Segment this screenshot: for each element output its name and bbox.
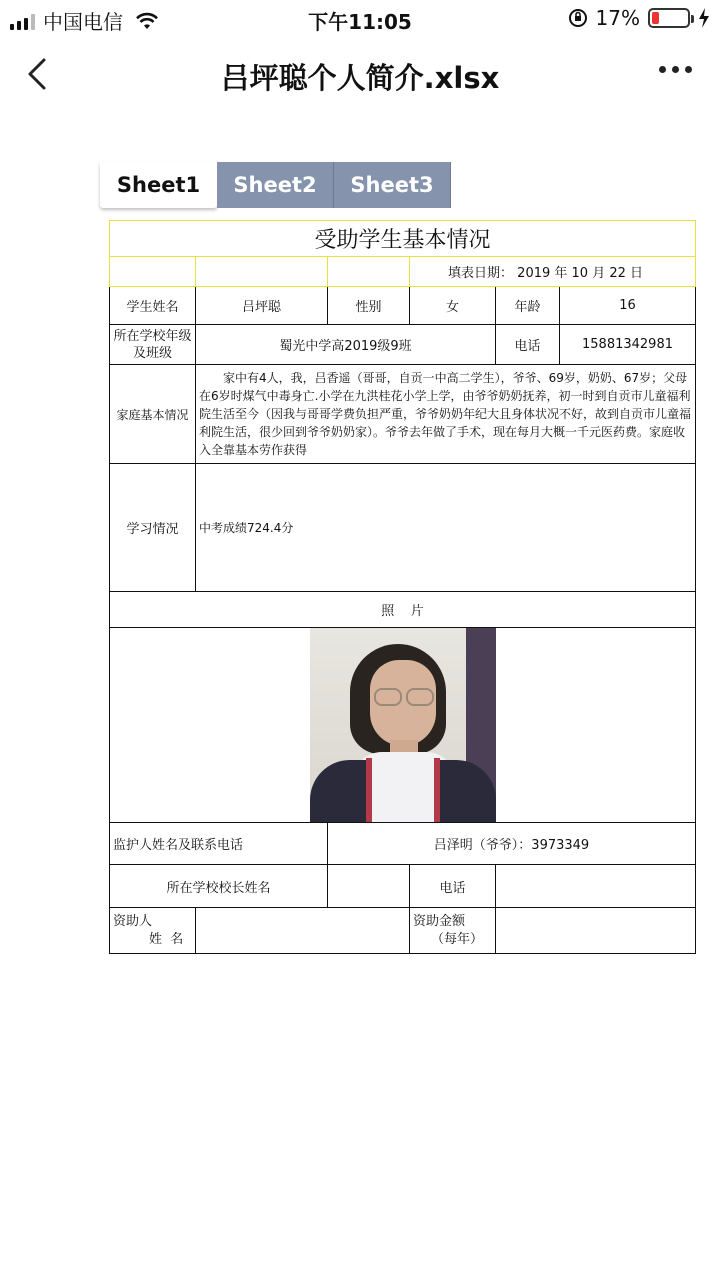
amount-label-line2: （每年） — [431, 931, 484, 947]
principal-value[interactable] — [328, 865, 410, 908]
table-row — [110, 325, 696, 365]
table-row — [110, 908, 696, 954]
sponsor-label-line2: 姓 名 — [149, 931, 184, 947]
school-value[interactable]: 蜀光中学高2019级9班 — [196, 325, 496, 365]
study-label: 学习情况 — [110, 464, 196, 592]
table-row — [110, 592, 696, 628]
date-row — [110, 257, 696, 287]
principal-phone-value[interactable] — [496, 865, 696, 908]
photo-row — [110, 628, 696, 823]
age-value[interactable]: 16 — [560, 287, 696, 325]
amount-label-line1: 资助金额 — [413, 913, 466, 929]
student-photo[interactable] — [310, 628, 496, 822]
more-dot-icon — [659, 66, 666, 73]
file-title: 吕坪聪个人简介.xlsx — [220, 61, 500, 95]
more-dot-icon — [685, 66, 692, 73]
sheet-tabs — [100, 162, 451, 208]
tab-sheet3[interactable]: Sheet3 — [334, 162, 451, 208]
sponsor-label — [110, 908, 196, 954]
phone-label: 电话 — [496, 325, 560, 365]
charging-bolt-icon — [698, 8, 710, 28]
date-label: 填表日期： — [448, 266, 514, 281]
navigation-bar — [0, 44, 720, 104]
amount-value[interactable] — [496, 908, 696, 954]
photo-label: 照 片 — [110, 592, 696, 628]
phone-value[interactable]: 15881342981 — [560, 325, 696, 365]
battery-icon — [648, 8, 690, 28]
date-value: 2019 年 10 月 22 日 — [517, 266, 644, 281]
orientation-lock-icon — [568, 8, 588, 28]
gender-label: 性别 — [328, 287, 410, 325]
gender-value[interactable]: 女 — [410, 287, 496, 325]
status-bar — [0, 0, 720, 38]
table-row — [110, 287, 696, 325]
family-value[interactable]: 家中有4人，我，吕香遥（哥哥，自贡一中高二学生），爷爷、69岁，奶奶、67岁；父母在6岁时煤气中毒身亡.小学在九洪桂花小学上学，由爷爷奶奶抚养，初一时到自贡市儿童福利院生活至今（因我与哥哥学费负担严重，爷爷奶奶年纪大且身体状况不好，故到自贡市儿童福利院生活，很少回到爷爷奶奶家）。爷爷去年做了手术，现在每月大概一千元医药费。家庭收入全靠基本劳作获得 — [196, 365, 696, 464]
sponsor-value[interactable] — [196, 908, 410, 954]
table-row — [110, 865, 696, 908]
tab-sheet2[interactable]: Sheet2 — [217, 162, 334, 208]
principal-phone-label: 电话 — [410, 865, 496, 908]
age-label: 年龄 — [496, 287, 560, 325]
empty-cell[interactable] — [196, 257, 328, 287]
empty-cell[interactable] — [328, 257, 410, 287]
family-label: 家庭基本情况 — [110, 365, 196, 464]
status-right — [568, 6, 710, 30]
principal-label: 所在学校校长姓名 — [110, 865, 328, 908]
more-dot-icon — [672, 66, 679, 73]
battery-percent: 17% — [595, 6, 640, 30]
name-value[interactable]: 吕坪聪 — [196, 287, 328, 325]
school-label: 所在学校年级及班级 — [110, 325, 196, 365]
more-options-button[interactable] — [659, 60, 692, 79]
student-info-table — [109, 220, 696, 954]
spreadsheet — [109, 220, 695, 954]
table-row — [110, 464, 696, 592]
sheet-title: 受助学生基本情况 — [110, 221, 696, 257]
study-value[interactable]: 中考成绩724.4分 — [196, 464, 696, 592]
empty-cell[interactable] — [110, 257, 196, 287]
guardian-value[interactable]: 吕泽明（爷爷）：3973349 — [328, 823, 696, 865]
fill-date-cell[interactable] — [410, 257, 696, 287]
name-label: 学生姓名 — [110, 287, 196, 325]
carrier-label: 中国电信 — [43, 10, 123, 34]
amount-label — [410, 908, 496, 954]
status-time: 下午11:05 — [308, 10, 412, 34]
photo-cell — [110, 628, 696, 823]
guardian-label: 监护人姓名及联系电话 — [110, 823, 328, 865]
tab-sheet1[interactable]: Sheet1 — [100, 162, 217, 208]
sponsor-label-line1: 资助人 — [113, 913, 153, 929]
table-row — [110, 365, 696, 464]
table-row — [110, 823, 696, 865]
title-row — [110, 221, 696, 257]
